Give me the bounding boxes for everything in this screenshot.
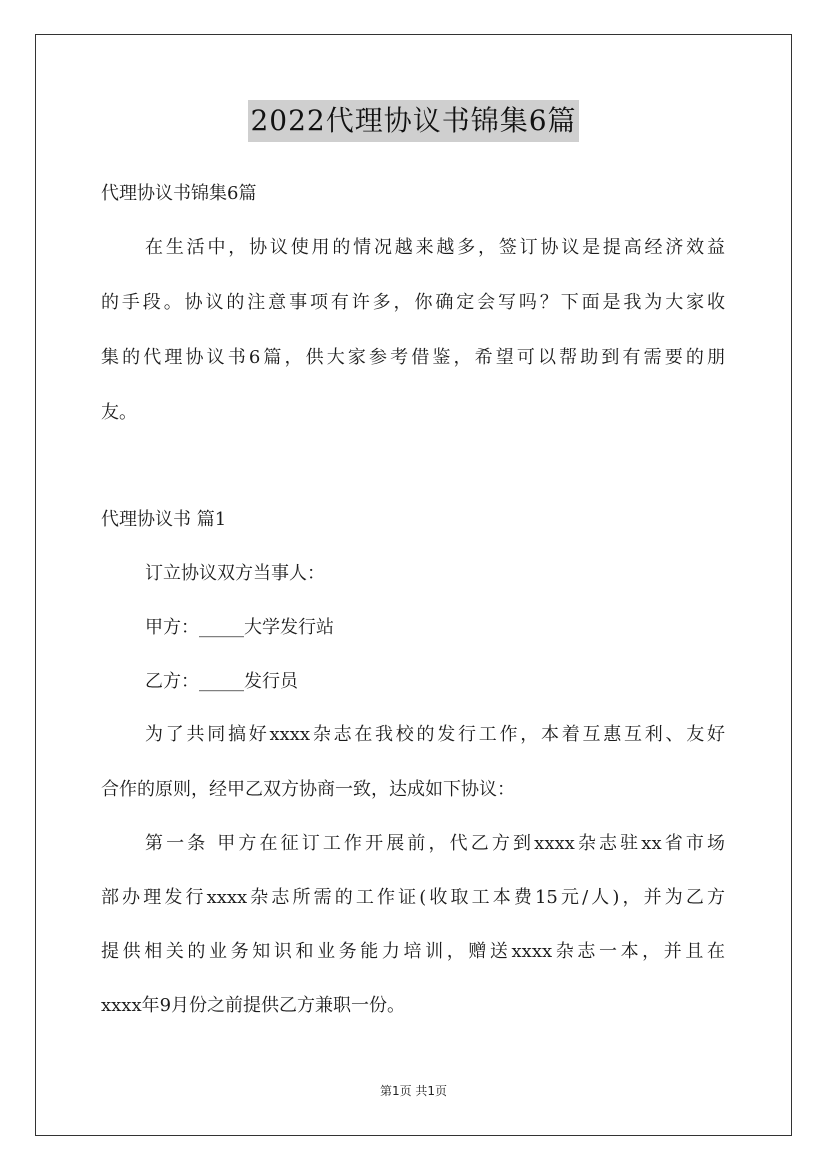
- article-paragraph-line: 提供相关的业务知识和业务能力培训，赠送xxxx杂志一本，并且在: [101, 941, 725, 962]
- page-number: 第1页 共1页: [379, 1084, 448, 1098]
- intro-paragraph-line: 的手段。协议的注意事项有许多，你确定会写吗？下面是我为大家收: [101, 292, 725, 313]
- section-heading: 代理协议书 篇1: [101, 509, 227, 530]
- purpose-paragraph-line: 合作的原则，经甲乙双方协商一致，达成如下协议：: [101, 779, 515, 800]
- document-subtitle: 代理协议书锦集6篇: [101, 183, 257, 204]
- title-block: [0, 100, 827, 142]
- party-a: 甲方：_____大学发行站: [145, 617, 334, 638]
- intro-paragraph-line: 在生活中，协议使用的情况越来越多，签订协议是提高经济效益: [145, 237, 725, 258]
- party-b: 乙方：_____发行员: [145, 671, 298, 692]
- purpose-paragraph-line: 为了共同搞好xxxx杂志在我校的发行工作，本着互惠互利、友好: [145, 724, 725, 745]
- document-title: 2022代理协议书锦集6篇: [248, 100, 578, 142]
- article-paragraph-line: 部办理发行xxxx杂志所需的工作证(收取工本费15元/人)，并为乙方: [101, 887, 725, 908]
- parties-label: 订立协议双方当事人：: [145, 563, 325, 584]
- article-paragraph-line: 第一条 甲方在征订工作开展前，代乙方到xxxx杂志驻xx省市场: [145, 833, 725, 854]
- article-paragraph-line: xxxx年9月份之前提供乙方兼职一份。: [101, 995, 406, 1016]
- intro-paragraph-line: 集的代理协议书6篇，供大家参考借鉴，希望可以帮助到有需要的朋: [101, 347, 725, 368]
- intro-paragraph-line: 友。: [101, 402, 137, 423]
